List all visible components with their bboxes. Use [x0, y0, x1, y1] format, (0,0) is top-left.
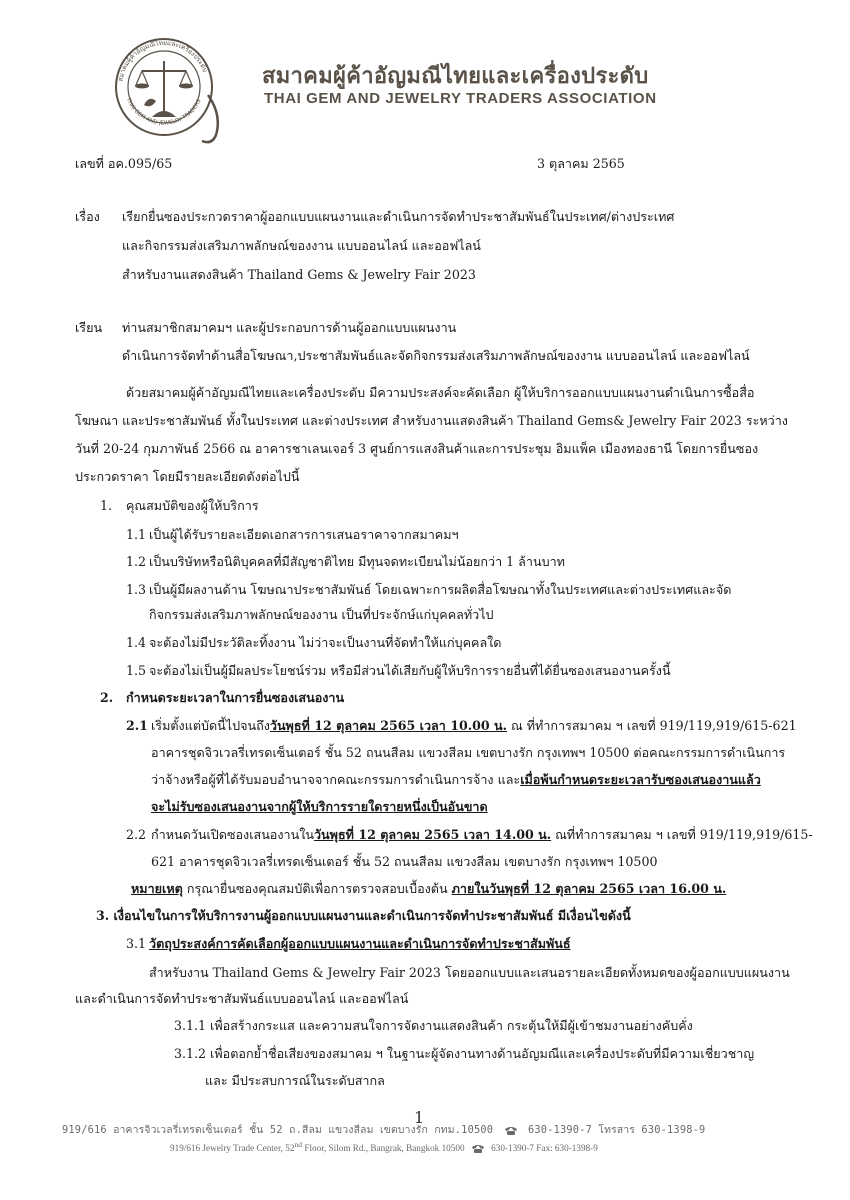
recipient-label: เรียน [75, 320, 103, 335]
subject-line: เรียกยื่นซองประกวดราคาผู้ออกแบบแผนงานและดำเนินการจัดทำประชาสัมพันธ์ในประเทศ/ต่างประเทศ [122, 209, 675, 224]
item-3-1-2-continued: และ มีประสบการณ์ในระดับสากล [205, 1073, 385, 1088]
list-item-text: เป็นบริษัทหรือนิติบุคคลที่มีสัญชาติไทย มีทุนจดทะเบียนไม่น้อยกว่า 1 ล้านบาท [149, 554, 565, 569]
intro-paragraph-line: ด้วยสมาคมผู้ค้าอัญมณีไทยและเครื่องประดับ มีความประสงค์จะคัดเลือก ผู้ให้บริการออกแบบแผนงานดำเนินการซื้อสื่อ [126, 385, 755, 400]
note-line: หมายเหตุ กรุณายื่นซองคุณสมบัติเพื่อการตรวจสอบเบื้องต้น ภายในวันพุธที่ 12 ตุลาคม 2565 เวลา 16.00 น. [131, 881, 727, 896]
note-deadline: ภายในวันพุธที่ 12 ตุลาคม 2565 เวลา 16.00 น. [451, 881, 727, 896]
section-3-title: 3. เงื่อนไขในการให้บริการงานผู้ออกแบบแผนงานและดำเนินการจัดทำประชาสัมพันธ์ มีเงื่อนไขดังนี้ [96, 908, 631, 923]
association-name-english: THAI GEM AND JEWELRY TRADERS ASSOCIATION [264, 90, 657, 107]
item-2-1-line: เริ่มตั้งแต่บัดนี้ไปจนถึงวันพุธที่ 12 ตุลาคม 2565 เวลา 10.00 น. ณ ที่ทำการสมาคม ฯ เลขที่ 919/119,919/615-621 [151, 718, 797, 733]
list-item-text: กิจกรรมส่งเสริมภาพลักษณ์ของงาน เป็นที่ประจักษ์แก่บุคคลทั่วไป [149, 607, 494, 622]
late-submission-warning: เมื่อพ้นกำหนดระยะเวลารับซองเสนองานแล้ว [520, 772, 761, 787]
intro-paragraph-line: วันที่ 20-24 กุมภาพันธ์ 2566 ณ อาคารชาเลนเจอร์ 3 ศูนย์การแสงสินค้าและการประชุม อิมแพ็ค เมืองทองธานี โดยการยื่นซอง [75, 441, 759, 456]
list-item-text: เป็นผู้ได้รับรายละเอียดเอกสารการเสนอราคาจากสมาคมฯ [149, 527, 459, 542]
subject-label: เรื่อง [75, 209, 100, 224]
recipient-line: ท่านสมาชิกสมาคมฯ และผู้ประกอบการด้านผู้ออกแบบแผนงาน [122, 320, 457, 335]
submission-deadline: วันพุธที่ 12 ตุลาคม 2565 เวลา 10.00 น. [269, 718, 508, 733]
list-item-number: 1.5 [126, 663, 147, 678]
section-1-title: คุณสมบัติของผู้ให้บริการ [126, 498, 259, 513]
footer-address-thai: 919/616 อาคารจิวเวลรี่เทรดเซ็นเตอร์ ชั้น 52 ถ.สีลม แขวงสีลม เขตบางรัก กทม.10500 630-1390-7 โทรสาร 630-1398-9 [62, 1124, 706, 1136]
list-item-number: 1.3 [126, 582, 147, 597]
association-logo [104, 35, 234, 150]
intro-paragraph-line: โฆษณา และประชาสัมพันธ์ ทั้งในประเทศ และต่างประเทศ สำหรับงานแสดงสินค้า Thailand Gems& Jewelry Fair 2023 ระหว่าง [75, 413, 788, 428]
item-2-2-line: 621 อาคารชุดจิวเวลรี่เทรดเซ็นเตอร์ ชั้น 52 ถนนสีลม แขวงสีลม เขตบางรัก กรุงเทพฯ 10500 [151, 854, 658, 869]
list-item-text: จะต้องไม่มีประวัติละทิ้งงาน ไม่ว่าจะเป็นงานที่จัดทำให้แก่บุคคลใด [149, 635, 502, 650]
item-3-1-number: 3.1 [126, 936, 147, 951]
document-date: 3 ตุลาคม 2565 [537, 156, 625, 171]
item-2-2-number: 2.2 [126, 827, 147, 842]
late-submission-warning: จะไม่รับซองเสนองานจากผู้ให้บริการรายใดรายหนึ่งเป็นอันขาด [151, 799, 488, 814]
item-3-1-2: 3.1.2 เพื่อตอกย้ำชื่อเสียงของสมาคม ฯ ในฐานะผู้จัดงานทางด้านอัญมณีและเครื่องประดับที่มีความเชี่ยวชาญ [174, 1046, 755, 1061]
section-2-number: 2. [100, 690, 114, 705]
phone-icon [504, 1126, 518, 1135]
svg-text:THAI GEM AND JEWELRY TRADERS A: THAI GEM AND JEWELRY TRADERS [124, 97, 203, 127]
svg-text:สมาคมผู้ค้าอัญมณีไทยและเครื่อง: สมาคมผู้ค้าอัญมณีไทยและเครื่องประดับ [116, 38, 210, 83]
item-3-1-line: สำหรับงาน Thailand Gems & Jewelry Fair 2023 โดยออกแบบและเสนอรายละเอียดทั้งหมดของผู้ออกแบบแผนงาน [149, 965, 790, 980]
item-2-1-line: ว่าจ้างหรือผู้ที่ได้รับมอบอำนาจจากคณะกรรมการดำเนินการจ้าง และเมื่อพ้นกำหนดระยะเวลารับซองเสนองานแล้ว [151, 772, 761, 787]
intro-paragraph-line: ประกวดราคา โดยมีรายละเอียดดังต่อไปนี้ [75, 469, 300, 484]
list-item-text: จะต้องไม่เป็นผู้มีผลประโยชน์ร่วม หรือมีส่วนได้เสียกับผู้ให้บริการรายอื่นที่ได้ยื่นซองเสนองานครั้งนี้ [149, 663, 671, 678]
section-2-title: กำหนดระยะเวลาในการยื่นซองเสนองาน [126, 690, 345, 705]
item-2-1-line: อาคารชุดจิวเวลรี่เทรดเซ็นเตอร์ ชั้น 52 ถนนสีลม แขวงสีลม เขตบางรัก กรุงเทพฯ 10500 ต่อคณะกรรมการดำเนินการ [151, 745, 786, 760]
page-number: 1 [414, 1108, 425, 1127]
item-2-1-number: 2.1 [126, 718, 148, 733]
opening-date: วันพุธที่ 12 ตุลาคม 2565 เวลา 14.00 น. [313, 827, 552, 842]
list-item-number: 1.4 [126, 635, 147, 650]
association-name-thai: สมาคมผู้ค้าอัญมณีไทยและเครื่องประดับ [262, 64, 649, 89]
recipient-line: ดำเนินการจัดทำด้านสื่อโฆษณา,ประชาสัมพันธ์และจัดกิจกรรมส่งเสริมภาพลักษณ์ของงาน แบบออนไลน์ และออฟไลน์ [122, 348, 750, 363]
document-number: เลขที่ อค.095/65 [75, 156, 173, 171]
list-item-text: เป็นผู้มีผลงานด้าน โฆษณาประชาสัมพันธ์ โดยเฉพาะการผลิตสื่อโฆษณาทั้งในประเทศและต่างประเทศและจัด [149, 582, 732, 597]
item-3-1-title: วัตถุประสงค์การคัดเลือกผู้ออกแบบแผนงานและดำเนินการจัดทำประชาสัมพันธ์ [149, 936, 571, 951]
subject-line: สำหรับงานแสดงสินค้า Thailand Gems & Jewelry Fair 2023 [122, 267, 476, 282]
list-item-number: 1.1 [126, 527, 147, 542]
note-label: หมายเหตุ [131, 881, 183, 896]
subject-line: และกิจกรรมส่งเสริมภาพลักษณ์ของงาน แบบออนไลน์ และออฟไลน์ [122, 238, 481, 253]
item-3-1-1: 3.1.1 เพื่อสร้างกระแส และความสนใจการจัดงานแสดงสินค้า กระตุ้นให้มีผู้เข้าชมงานอย่างคับคั่ง [174, 1018, 693, 1033]
item-2-2-line: กำหนดวันเปิดซองเสนองานในวันพุธที่ 12 ตุลาคม 2565 เวลา 14.00 น. ณที่ทำการสมาคม ฯ เลขที่ 919/119,919/615- [151, 827, 813, 842]
footer-address-english: 919/616 Jewelry Trade Center, 52nd Floor, Silom Rd., Bangrak, Bangkok 10500 630-1390-7 Fax: 630-1398-9 [170, 1140, 598, 1154]
section-1-number: 1. [100, 498, 113, 513]
phone-icon [471, 1144, 485, 1153]
item-3-1-line: และดำเนินการจัดทำประชาสัมพันธ์แบบออนไลน์ และออฟไลน์ [75, 991, 409, 1006]
list-item-number: 1.2 [126, 554, 147, 569]
